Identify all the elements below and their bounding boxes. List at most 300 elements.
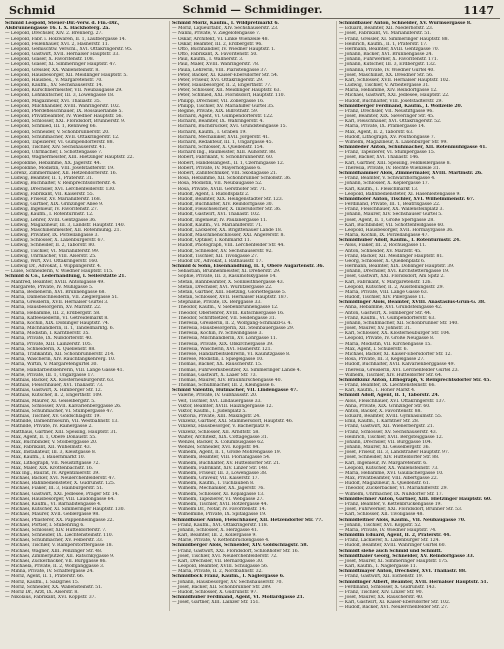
directory-entry: — Leopold, Glaser, XI. Simmeringer Hauptstr. 47. (5, 62, 117, 68)
directory-entry: — Michael, Bäcker, XVI. Neulerchenfelderstr. 47. (5, 476, 116, 482)
directory-entry: — Maria, Hausbesorgerin, XV. Märzstr. 22. (5, 305, 102, 311)
directory-entry: — Richard, Beamter, IX. Währingerstr. 4. (172, 119, 264, 125)
directory-entry: — Maria, Kaffeesiederin, VI. Getreidemarkt 8. (5, 315, 109, 321)
directory-entry: — Veit, Tischler, XVI. Lindauergasse 33. (172, 398, 262, 404)
directory-entry: Schmidlin Eduard, Agent, II. 2, Praterstr. 44. (339, 533, 451, 539)
directory-entry: — Ludwig, Beamter, II. 1, Praterstr. 31. (5, 176, 94, 182)
directory-entry: — Michael, Portier, I. Stubenring 6. (5, 522, 85, 528)
directory-entry: Schmidinger Albert, Beamter, XVII. Hernalser Hauptstr. 51. (339, 579, 489, 585)
directory-entry: — Ludwig, Drechsler, XVI. Lerchenfelderstr. 130. (5, 186, 116, 192)
directory-entry: — Theodor, Kaufm., V. Siebenbrunnengasse 12. (172, 305, 279, 311)
directory-entry: — Maria, Modistin, I. Kärntnerstr. 35. (5, 331, 90, 337)
directory-entry: — Anna, Private, XIX. Grinzinger Str. 60. (339, 403, 431, 409)
directory-entry: Schmidtmayer Anton, Drechsler, XVI. Thaliastr. 88. (339, 569, 467, 575)
directory-entry: — Eduard, Beamter, XII. Niederhofstr. 23. (339, 26, 434, 32)
directory-entry: — Johann, Kutscher, III. 3, Erdbergstr. 132. (339, 62, 437, 68)
directory-entry: — Leopold, Pferdefleischhauer, IX. Rossauerlände 5. (5, 108, 123, 114)
page-header (5, 4, 500, 19)
directory-entry: — Maria, Private, IX. Pramergasse 14. (339, 124, 426, 130)
directory-entry: — Theodor, Zuckerbäcker, VI. Mariahilferstr. 29. (339, 486, 448, 492)
directory-entry: — Heinrich, Kaufm., II. 1, Praterstr. 17. (339, 41, 428, 47)
directory-entry: — Moriz Dr., Arzt, IX. Alserstr. 8. (5, 589, 79, 595)
directory-entry: — Wilhelmine, Private, IX. Spitalgasse 19. (172, 512, 267, 518)
directory-entry: — Rudolf Dr., Advokat, I. Rathausstr. 17. (172, 258, 263, 264)
directory-entry: — Karl, Fleischhauer, XVI. Ottakringerstr. 52. (339, 119, 442, 125)
directory-entry: — Karl, Beamter, III. 2, Kollergasse 9. (172, 533, 257, 539)
directory-entry: — Rudolf, Fleischselcher, X. Inzersdorfer Str. 36. (172, 207, 282, 213)
directory-entry: — Karl, Schlosser, XVII. Hernalser Hauptstr. 102. (339, 77, 450, 83)
directory-entry: — Otto, Fabrikant, X. Favoritenstr. 50. (172, 52, 258, 58)
directory-entry: — Leopold, Kaufm., XV. Sechshauserstr. 14. (5, 83, 103, 89)
directory-entry: — Ludwig, Schneider, II. 2, Taborstr. 80. (5, 243, 96, 249)
directory-entry: — Luise, Schneiderin, V. Wiedner Hauptstr. 115. (5, 269, 114, 275)
directory-entry: — Mathilde, Private, IV. Rainergasse 2. (5, 424, 93, 430)
directory-entry: — Viktor, Beamter, XVIII. Haizingergasse 12. (172, 403, 273, 409)
directory-entry: — Wilhelm, Graveur, VII. Kaiserstr. 17. (172, 476, 259, 482)
directory-entry: — Maria, Private, II. 2, Nordbahnstr. 32. (172, 569, 263, 575)
directory-entry: — Ludwig, Privatier, IX. Porzellangasse 3. (5, 233, 99, 239)
directory-entry: — Stefan, Schlosser, XVII. Hernalser Hauptstr. 187. (172, 295, 288, 301)
directory-entry: — Ludwig, Schlosser, X. Laxenburgerstr. 67. (5, 238, 105, 244)
directory-entry: — Rudolf, Magazineur, X. Quellenstr. 61. (339, 481, 431, 487)
directory-entry: — Alois, Fiaker, III. 2, Rochusgasse 11. (339, 243, 427, 249)
directory-entry: Schmid Valentin, Hutmacher, VII. Lindengasse 47. (172, 388, 298, 394)
directory-entry: — Therese, Handarbeitslehrerin, VI. Kaunitzgasse 8. (172, 352, 291, 357)
directory-entry: — Matthäus, Gärtner, XIII. Speising, Hauptstr. 31. (5, 429, 118, 435)
directory-entry: — Therese, Modistin, I. Spiegelgasse 10. (172, 357, 264, 363)
directory-entry: — Maria, Bedienerin, XVI. Brunnengasse 68. (5, 289, 106, 295)
directory-entry: — Richard, Redakteur, III. 1, Ungargasse 45. (172, 139, 273, 145)
directory-entry: — Wilhelm, Tischler, XVII. Rötzergasse 44. (172, 501, 268, 507)
directory-entry: — Richard Ing., Baumeister, XIII. Auhofstr. 88. (172, 150, 277, 156)
directory-entry: — Rudolf, Lithograph, XV. Pouthongasse 7. (339, 134, 435, 140)
directory-entry: — Wilhelm Dr., Notar, IV. Favoritenstr. 14. (172, 507, 266, 513)
directory-entry: — Marie, Private, III. 1, Ungargasse 17. (5, 372, 95, 378)
directory-entry: — Peter, Friseur, XVI. Ottakringerstr. 29. (172, 77, 264, 83)
directory-entry: — Wilhelm, Beamter, VIII. Florianigasse 54. (172, 455, 271, 461)
directory-entry: — Rudolf, Lackierer, XX. Brigittenauer Lände 18. (172, 227, 283, 233)
directory-entry: — Michael, Kaufm., VI. Barnabitengasse 4. (5, 501, 102, 507)
directory-entry: — Johanna, Private, IV. Wiedner Gürtel 40. (339, 67, 435, 73)
directory-entry: — Thomas, Bäcker, XX. Rauscherstr. 15. (172, 362, 263, 368)
directory-entry: — Leopoldine, Modistin, VIII. Josefstädterstr. 19. (5, 165, 115, 171)
directory-entry: — Max Ing., Baurat, IV. Argentinierstr. 39. (5, 470, 100, 476)
directory-entry: — Ludwig Dr., Advokat, I. Wipplingerstr. 4. (5, 264, 102, 270)
directory-entry: — Robert, Private, IV. Mayerhofgasse 6. (172, 165, 262, 171)
directory-entry: — Leopold, Schmied, III. 1, Rennweg 66. (5, 124, 97, 130)
directory-entry: — Rosa, Modistin, VII. Neubaugasse 52. (172, 181, 263, 187)
directory-entry: — Karl, Drechsler, VII. Bernardgasse 30. (172, 558, 264, 564)
directory-entry: — Leopold, Hausbesorger, XII. Meidlinger Hauptstr. 5. (5, 72, 128, 78)
directory-entry: — Michael, Schlosser, XIV. Hütteldorferstr. 7. (5, 527, 107, 533)
directory-entry: — Paul, Maler, XVIII. Währingerstr. 78. (172, 62, 260, 68)
directory-entry: — Anna, Hebamme, XVI. Grundsteingasse 42. (339, 305, 443, 311)
directory-entry: — Mathias, Kutscher, II. 2, Engerthstr. 109. (5, 393, 103, 399)
directory-entry: — Maria, Private, IX. Nußdorferstr. 40. (5, 336, 93, 342)
directory-entry: — Marie, Private, V. Kettenbrückengasse 4. (172, 538, 270, 544)
directory-entry: — Maria, Private, VIII. Lange Gasse 63. (339, 289, 428, 295)
directory-entry: — Max, Agent, II. 2, Taborstr. 63. (339, 129, 414, 135)
directory-entry: — Leopold, Gastwirt, XVII. Hernalser Hauptstr. 33. (5, 52, 120, 58)
directory-entry: Alsbrunnengasse 16. I. X. Hackhoferg. 2a. (5, 26, 110, 32)
directory-entry: Schmidhuber Adolf, Kaufm., I. Rotenturmstr. 24. (339, 238, 461, 244)
directory-entry: — Leopoldine, Hebamme, XX. Jägerstr. 44. (5, 160, 101, 166)
directory-entry: — Margarete, Private, IV. Mühlgasse 5. (5, 284, 94, 290)
directory-entry: — Sophie, Private, III. 3, Rasumofskygasse 14. (172, 274, 277, 280)
directory-entry: — Franz, Lackierer, X. Laxenburger Str. 124. (339, 538, 440, 544)
directory-entry: — Stefan, Bahnbeamter, X. Sonnleithnergasse 43. (172, 279, 284, 285)
directory-entry: — Karl, Schlosser, XX. Klosterneuburger Str. 104. (339, 331, 451, 337)
directory-entry: — Karl, Gärtner, XIII. Speising, Feldkellergasse 8. (339, 160, 451, 166)
directory-entry: — Karl, Gastwirt, XI. Kaiser-Ebersdorfer Str. 102. (339, 600, 451, 606)
directory-entry: — Leopold, Wagnermeister, XIII. Hietzinger Hauptstr. 22. (5, 155, 134, 161)
directory-entry: — Thomas, Fuhrwerksbesitzer, XI. Simmeringer Lände 4. (172, 367, 301, 373)
directory-entry: — Maria, Wäscherin, XIV. Rauchfangkehrerg. 10. (5, 357, 116, 363)
directory-entry: — Ludwig, Magazineur, III. 3, Landstr. Hauptstr. 140. (5, 222, 125, 228)
directory-column-2 (169, 21, 333, 611)
directory-entry: — Peter, Schmied, XXI. Floridsdorf, Hauptstr. 110. (172, 93, 285, 99)
directory-columns (5, 21, 500, 611)
directory-entry: — Vinzenz, Hausbesorger, V. Bacherplatz 9. (172, 424, 270, 430)
directory-entry: — Rosa, Private, XVIII. Gersthofer Str. 71. (172, 186, 267, 192)
directory-entry: Schmidt siehe auch Schmid und Schmitt. (339, 548, 442, 554)
directory-entry: — Johann, Drechsler, XVI. Kirchstetterngasse 19. (339, 269, 450, 275)
directory-entry: Schmidbauer Anton, Schneider, XV. Wurmsergasse 8. (339, 21, 472, 26)
directory-entry: — Ludwig, Tischler, V. Arbeitergasse 31. (339, 83, 430, 89)
directory-entry: — Michael, Tischler, V. Ramperstorffergasse 18. (5, 543, 113, 549)
directory-entry: — Josef, Fabrikant, VI. Mariahilferstr. 51. (339, 31, 432, 37)
directory-entry: — Stephanie, Private, IX. Berggasse 33. (172, 300, 262, 306)
directory-entry: — Johann, Hausbesorger, XV. Sechshauserstr. 70. (172, 579, 283, 585)
directory-entry: — Leopold, Bahnbediensteter, XI. Hasenleitengasse 9. (339, 191, 461, 197)
directory-entry: — Sebastian, Brunnenmeister, XI. Dreherstr. 29. (172, 269, 281, 275)
directory-entry: — Wilhelm, Fabrikant, XIV. Linzer Str. 148. (172, 465, 269, 471)
directory-entry: — Otto, Buchhändler, IV. Wiedner Hauptstr. 1. (172, 46, 276, 52)
directory-entry: — Manfred, Beamter, XVIII. Antonigasse 49. (5, 279, 105, 285)
directory-entry: — Josef, Fuhrwerker, XXI. Floridsdorf, Brünner Str. 53. (339, 507, 463, 513)
directory-entry: — Max, Privatbeamter, VIII. Albertgasse 22. (339, 476, 438, 482)
directory-entry: — Franz, Kaufm., XVI. Ottakringerstr. 118. (172, 522, 269, 528)
directory-entry: Schmid Leopold, Steuer-Dir.-Verw. d. Fin.-Dir., (5, 21, 120, 26)
directory-entry: — Leopold, Kutscher, II. 2, Ausstellungsstr. 29. (339, 284, 444, 290)
directory-entry: Schmidlechner Anton, Gärtner, XIII. Hietzinger Hauptstr. 60. (339, 496, 492, 502)
directory-entry: — Maria, Hebamme, XIV. Reindorfgasse 12. (339, 88, 438, 94)
directory-entry: — Karl, Buchbinder, VII. Schottenfeldgasse 60. (339, 222, 445, 228)
directory-column-3 (336, 21, 500, 611)
directory-entry: — Karl, Kaufm., I. Fleischmarkt 13. (339, 186, 419, 192)
directory-entry: — Lorenz, Zimmermaler, XII. Hetzendorferstr. 16. (5, 170, 117, 176)
directory-entry: — Josef, Gastwirt, XXI. Floridsdorf, Am Spitz 2. (339, 274, 445, 280)
directory-entry: — Michael, Schneider, IX. Liechtensteinstr. 110. (5, 533, 113, 539)
directory-entry: — Rudolf, Tischler, XII. Tivoligasse 27. (172, 253, 259, 259)
directory-entry: — Mathilde, Damenfriseurin, VII. Westbahnstr. 13. (5, 419, 119, 425)
directory-entry: — Ferdinand, Private, III. 1, Beatrixgasse 22. (339, 202, 441, 208)
directory-entry: — Mathias, Schlosser, XVII. Kalvarienberggasse 26. (5, 403, 122, 409)
directory-entry: — Ludwig, Gärtner, XIX. Grinzinger Allee 9. (5, 202, 104, 208)
directory-entry: — Leopold, Schneider, V. Schönbrunnerstr. 20. (5, 129, 110, 135)
directory-entry: — Peter, Schlosser, XII. Meidlinger Hauptstr. 63. (172, 88, 281, 94)
directory-entry: — Josef, Gärtner, XIII. Lainzer Str. 151. (172, 600, 260, 606)
directory-entry: Schmidinger Alois, Beamter, XVIII. Anastasius-Grün-G. 38. (339, 300, 486, 306)
header-left-keyword: Schmid (9, 4, 56, 17)
directory-entry: Schmid & Co., Lederhandlung, I. Seilerstätte 21. (5, 274, 126, 280)
directory-entry: — Leopold, Kutscher, XX. Wallensteinstr. 73. (339, 465, 439, 471)
directory-entry: — Max, Maler, XIX. Krottenbachstr. 16. (5, 465, 94, 471)
directory-entry: — Theodor, Oberlehrer, XVIII. Kutschkergasse 16. (172, 310, 285, 316)
directory-entry: — Leopold, Glaser, X. Favoritenstr. 108. (5, 57, 94, 63)
directory-entry: — Max, Agent, II. 1, Obere Donaustr. 55. (5, 434, 97, 440)
directory-entry: — Robert, Zahntechniker, VIII. Skodagasse 21. (172, 170, 278, 176)
directory-entry: — Franz, Fleischhauer, XX. Wallensteinplatz 3. (339, 207, 444, 213)
directory-entry: — Walter, Architekt, XIX. Cottagegasse 31. (172, 434, 269, 440)
directory-entry: — Maria, Hebamme, III. 2, Erdbergstr. 58. (5, 310, 101, 316)
directory-entry: — Johann, Bäcker, XVI. Brunnengasse 24. (339, 52, 433, 58)
directory-entry: — Stefan, Drechsler, XVI. Wurlitzergasse 22. (172, 284, 273, 290)
directory-entry: — Max, Buchbinder, V. Stolberggasse 20. (5, 439, 98, 445)
directory-entry: — Ludwig, Buchhalter, V. Reinprechtsdorferstr. 4. (5, 181, 117, 187)
directory-entry: — Rudolf, Beamter, XVIII. Währinger Gürtel 60. (339, 543, 446, 549)
directory-entry: — Leopold, Private, IV. Große Neugasse 8. (339, 336, 435, 342)
page-number: 1147 (463, 4, 494, 17)
directory-entry: — Eduard, Beamter, XVIII. Gymnasiumstr. 55. (339, 414, 443, 420)
directory-column-1 (5, 21, 166, 611)
directory-entry: — Maria, Milchhändlerin, II. 1, Tandelmarktg. 6. (5, 326, 114, 332)
directory-entry: — Michael, Fiaker, III. 3, Hainburgerstr. 51. (5, 486, 104, 492)
directory-entry: — Ludwig, Friseur, XV. Mariahilferstr. 168. (5, 196, 101, 202)
directory-entry: — Rudolf, Tischler, XIV. Pillergasse 11. (339, 295, 426, 301)
directory-entry: — Peter, Hausbesorger, II. 2, Engerthstr. 77. (172, 83, 272, 89)
directory-entry: — Johann, Schuhmacher, XII. Schönbrunner Str. 140. (339, 320, 459, 326)
directory-entry: — Philipp, Drechsler, VII. Zollergasse 16. (172, 98, 265, 104)
directory-entry: — Richard, Kaufm., I. Graben 19. (172, 129, 247, 135)
directory-entry: — Philipp, Tischler, XV. Mariahilfer Gürtel 35. (172, 103, 275, 109)
directory-entry: Schmidhofer Anton, Tischler, XVI. Wilhelminenstr. 67. (339, 196, 475, 202)
directory-entry: Schmid Moriz, Kaufm., I. Wildpretmarkt 6. (172, 21, 279, 26)
directory-entry: — Leopold, Magazineur, XVI. Thaliastr. 35. (5, 98, 101, 104)
directory-entry: — Oskar, Architekt, VI. Linke Wienzeile 48. (172, 36, 269, 42)
directory-entry: Schmidleitner Alois, Kaufm., VII. Neubaugasse 70. (339, 517, 466, 523)
directory-entry: — Michael, Gastwirt, XXI. Jedlesee, Hauptstr. 22. (339, 93, 450, 99)
directory-entry: — Max, Fabrikant, XII. Wilhelmstr. 43. (5, 445, 92, 451)
directory-entry: — Rudolf, Bäcker, XVI. Neulerchenfelder Str. 27. (339, 605, 449, 611)
directory-entry: — Georg, Schlosser, X. Quellenplatz 6. (339, 258, 426, 264)
directory-entry: — Karl, Ingenieur, IV. Margaretenstr. 6. (339, 460, 428, 466)
directory-entry: — Mathias, Gastwirt, X. Himberger Str. 12. (5, 388, 103, 394)
directory-entry: — Josef, Agent, II. 1, Große Sperlgasse 28. (339, 217, 435, 223)
directory-entry: — Michael, Kutscher, XI. Simmeringer Hauptstr. 130. (5, 507, 125, 513)
directory-entry: — Maria, Köchin, IX. Porzellangasse 47. (339, 233, 429, 239)
directory-entry: — Nanni, Private, V. Ziegelofengasse 7. (172, 31, 261, 37)
directory-entry: Schmidbauer Anton, Fleischhauer, XII. Hetzendorfer Str. 77. (172, 517, 323, 523)
directory-entry: — Rudolf, Beamter, XIX. Heiligenstädter Str. 123. (172, 196, 283, 202)
directory-entry: — Robert, Handelsangest., II. 1, Czerningasse 12. (172, 160, 285, 166)
directory-entry: — Anton, Schneider, XV. Märzstr. 45. (339, 248, 422, 254)
directory-entry: — Moriz, Agent, II. 1, Praterstr. 66. (5, 574, 85, 580)
directory-entry: — Ludwig, Uhrmacher, VIII. Alserstr. 25. (5, 253, 97, 259)
directory-entry: — Franz, Gastwirt, XII. Eichenstr. 19. (339, 574, 423, 580)
directory-entry: — Viktor, Kaufm., I. Judenplatz 5. (172, 408, 247, 414)
directory-entry: — Leopold, Uhrmacher, I. Schottengasse 7. (5, 150, 103, 156)
directory-entry: — Rudolf, Schlosser, X. Gudrunstr. 97. (172, 589, 258, 595)
directory-entry: — Theodor, Schriftsetzer, VII. Seidengasse 31. (172, 315, 276, 321)
directory-entry: — Johann, Schlosser, X. Herzgasse 41. (172, 527, 259, 533)
directory-entry: — Theresia, Hausbesorgerin, XII. Steinbauergasse 29. (172, 326, 295, 332)
directory-entry: — Maria, Hebamme, XVI. Gaullachergasse 10. (339, 470, 444, 476)
directory-entry: — Josef, Maurer, XX. Rauscherstr. 40. (339, 595, 424, 601)
directory-entry: — Josef, Bäcker, XII. Schönbrunner Str. 289. (172, 584, 272, 590)
directory-entry: — Leopold, Lohnkutscher, III. 3, Löwengasse 18. (5, 93, 115, 99)
directory-entry: — Michael, Bahnbediensteter, X. Gudrunstr. 125. (5, 481, 116, 487)
directory-entry: — Josef, Maurer, XI. Simmeringer Hauptstr. 175. (339, 558, 449, 564)
directory-entry: — Theresia, Wäscherin, XVI. Hasnerstr. 121. (172, 346, 272, 352)
directory-entry: — Maria, Trafikantin, XII. Schönbrunnerstr. 214. (5, 352, 115, 357)
directory-entry: — Rudolf, Buchhalter, XIV. Reindorfgasse 30. (172, 202, 273, 208)
directory-entry: Schmidkunz Anton, Lithograph, V. Reinprechtsdorfer Str. 45. (339, 377, 491, 383)
directory-entry: — Franz, Greisler, XI. Simmeringer Hauptstr. 88. (339, 36, 449, 42)
directory-entry: — Leopold, Privatbeamter, IV. Wiedner Hauptstr. 56. (5, 114, 123, 120)
directory-entry: — Michael, Pflasterer, XX. Pappenheimgasse 22. (5, 517, 114, 523)
directory-entry: — Max, Lithograph, VII. Neustiftgasse 72. (5, 460, 100, 466)
directory-entry: — Wenzel, Bäcker, X. Columbusgasse 62. (172, 439, 265, 445)
directory-entry: — Wilhelm, Magazineur, X. Laxenburger Str. 99. (339, 139, 448, 145)
directory-entry: — Robert, Fabrikant, V. Schönbrunnerstr. 60. (172, 155, 274, 161)
directory-entry: — Franz, Gastwirt, XII. Wienerbergstr. 21. (339, 424, 435, 430)
directory-entry: — Theresia, Private, XIX. Obkirchergasse 39. (172, 341, 274, 347)
directory-entry: — Heinrich, Tischler, XVII. Bergsteiggasse 12. (339, 434, 443, 440)
directory-entry: Schmidberger Alois, Schneider, XIV. Goldschlagstr. 58. (172, 543, 308, 549)
directory-entry: — Franz, Beamter, IX. Liechtensteinstr. 66. (339, 383, 436, 389)
directory-entry: — Stefan, Gärtner, XIII. Hietzing, Gloriettegasse 5. (172, 289, 287, 295)
directory-entry: — Michael, Schuhmacher, XV. Felberstr. 33. (5, 538, 104, 544)
directory-entry: — Thomas, Maurer, XIV. Braunhirschengasse 40. (172, 377, 282, 383)
directory-entry: — Maria, Schneiderin, X. Quellenstr. 88. (5, 346, 96, 352)
directory-entry: — Leopold, Kürschnermeister, VII. Neubaugasse 29. (5, 88, 123, 94)
directory-entry: — Max, Installateur, III. 3, Kleistgasse 8. (5, 450, 97, 456)
directory-entry: — Franz, Beamter, V. Schwarzhorngasse 4. (339, 176, 436, 182)
directory-entry: — Wilhelm, Agent, II. 1, Große Mohrengasse 19. (172, 450, 281, 456)
directory-entry: — Josef, Tischler, XVI. Neulerchenfelderstr. 72. (172, 553, 278, 559)
directory-entry: — Peter, Bäcker, XI. Kaiser-Ebersdorfer Str. 54. (172, 72, 279, 78)
directory-entry: — Karl, Fabrikant, V. Margaretenstr. 126. (339, 279, 432, 285)
directory-entry: — Theresia, Greislerin, II. 2, Wolfgang-Schmälzl-G. 4. (172, 320, 292, 326)
header-center-range: Schmid — Schmidinger. (182, 4, 323, 16)
directory-entry: — Wilhelm, Mechaniker, XX. Jägerstr. 76. (172, 486, 265, 492)
directory-entry: — Franz, Schlosser, XV. Sechshauserstr. 43. (339, 429, 437, 435)
directory-entry: — Vinzenz, Schlosser, XII. Arndtstr. 58. (172, 429, 260, 435)
directory-entry: — Theresia, Private, IV. Rechte Wienzeile 31. (339, 165, 440, 171)
directory-entry: — Paul, Kaufm., I. Wallnerstr. 3. (172, 57, 244, 63)
directory-entry: — Ludwig, Wirt, XVI. Ottakringerstr. 160. (5, 258, 99, 264)
directory-entry: — Rudolf, Ingenieur, IV. Paulanergasse 11. (172, 217, 268, 223)
directory-entry: — Leopold, Fabr. i. Holzwaren, II. 1, Laufbergasse 14. (5, 36, 126, 42)
directory-entry: — Ludwig, Lehrer, XVIII. Gentzgasse 36. (5, 217, 97, 223)
directory-entry: — Mathias, Bäcker, XX. Klosterneuburgerstr. 63. (5, 377, 115, 383)
directory-entry: Schmidböck Franz, Kaufm., I. Naglergasse 6. (172, 574, 285, 580)
directory-entry: — Anton, Bäcker, X. Favoritenstr. 88. (339, 408, 422, 414)
directory-entry: — Johann, Tischler, XVI. Koppstr. 52. (339, 522, 422, 528)
directory-entry: — Johann, Maurer, XIV. Sechshauser Gürtel 5. (339, 212, 443, 218)
directory-entry: — Josef, Schneider, XIV. Hütteldorfer Str. 88. (339, 455, 440, 461)
directory-entry: — Theresia, Köchin, IV. Schwindgasse 3. (172, 331, 263, 337)
directory-entry: — Maria, Wirtin, V. Margaretengürtel 30. (5, 362, 98, 368)
directory-entry: — Anton, Gastwirt, X. Himberger Str. 44. (339, 310, 432, 316)
directory-entry: — Johann, Schlosser, X. Keplergasse 17. (339, 181, 429, 187)
directory-entry: — Leopold, Tapezierer, VI. Gumpendorferstr. 88. (5, 139, 114, 145)
directory-entry: — Ludwig, Maschinenmeister, XII. Rotenmühlg. 21. (5, 227, 121, 233)
directory-entry: — Franz, Drechsler, VII. Neustiftgasse 96. (339, 108, 434, 114)
directory-entry: — Wilhelm, Tapezierer, VI. Webgasse 27. (172, 496, 264, 502)
directory-entry: — Rudolf, Optiker, I. Kohlmarkt 11. (172, 238, 251, 244)
directory-entry: — Franz, Beamter, V. Kettenbrückengasse 19. (339, 501, 442, 507)
directory-entry: — Johann, Drechsler, VII. Burggasse 104. (339, 439, 432, 445)
directory-entry: — Wilhelm, Tischler, XIV. Hütteldorfer Str. 64. (339, 372, 443, 378)
directory-entry: Schmidthaler Georg, Schneider, XV. Reindorfgasse 33. (339, 553, 475, 559)
directory-entry: — Michael, Gastwirt, XXI. Jedlesee, Prager Str. 14. (5, 491, 119, 497)
directory-entry: — Leopold, Tischler, XIV. Sechshauserstr. 41. (5, 145, 107, 151)
directory-entry: — Mathias, Fleischhauer, XVI. Thaliastr. 73. (5, 383, 104, 389)
directory-entry: — Josef, Maschinist, XX. Dresdner Str. 56. (339, 72, 434, 78)
directory-entry: Schmideder Anton, Schuhmacher, XII. Rotenmühlgasse 41. (339, 145, 487, 151)
directory-entry: — Max, Agent, I. Schulerstr. 6. (339, 346, 408, 352)
directory-entry: — Wilhelm, Friseur, III. 3, Löwengasse 38. (172, 470, 268, 476)
directory-entry: — Rudolf, Photograph, VIII. Lerchenfelder Str. 44. (172, 243, 285, 249)
directory-entry: — Alois, Fleischhauer, XVI. Ottakringerstr. 137. (339, 398, 446, 404)
directory-entry: — Vinzenz, Gärtner, XXI. Stammersdorf, Hauptstr. 46. (172, 419, 294, 425)
directory-entry: — Franz, Bäcker, XII. Meidlinger Hauptstr. 81. (339, 253, 444, 259)
directory-entry: — Josef, Bäcker, XVI. Thaliastr. 146. (339, 155, 420, 161)
directory-entry: — Paula, Lehrerin, VIII. Piaristengasse 37. (172, 67, 268, 73)
directory-entry: — Richard, Schlosser, X. Quellenstr. 154. (172, 145, 264, 151)
directory-entry: Schmidberger Ferdinand, Kaufm., I. Wollzeile 20. (339, 103, 463, 109)
directory-entry: — Ludwig, Tischler, VI. Mariahilferstr. 99. (5, 248, 100, 254)
directory-entry: Schmidhammer Alois, Zimmermaler, XVIII. Martinstr. 26. (339, 170, 483, 176)
directory-entry: — Leopold, Hausbes., V. Margaretenstr. 70. (5, 77, 103, 83)
directory-entry: — Max, Kaufm., I. Bauernmarkt 10. (5, 455, 85, 461)
directory-entry: — Michael, Hausbesorger, VIII. Laudongasse 64. (5, 496, 115, 502)
directory-entry: — Rudolf, Gastwirt, XVI. Thaliastr. 102. (172, 212, 261, 218)
directory-entry: — Leopold, Gemischtw. Verschl., XVI. Ottakringerstr. 95. (5, 46, 133, 52)
directory-entry: — Maria, Köchin, XIX. Döblinger Hauptstr. 74. (5, 320, 110, 326)
directory-entry: — Michael, Zuckerbäcker, VII. Burggasse 86. (5, 558, 107, 564)
directory-entry: — Rosa, Hebamme, XII. Schönbrunner Schloßstr. 36. (172, 176, 292, 182)
directory-entry: — Hermann, Beamter, XIX. Döblinger Hauptstr. 39. (339, 264, 455, 270)
directory-entry: — Wilhelm, Uhrmacher, IX. Nußdorfer Str. 17. (339, 491, 443, 497)
directory-entry: — Leopold, Milchhändler, XVIII. Währingerstr. 102. (5, 103, 121, 109)
directory-entry: — Thomas, Gastwirt, X. Laaer Str. 73. (172, 372, 257, 378)
directory-entry: — Theresia, Milchhändlerin, XV. Löhrgasse 11. (172, 336, 278, 342)
directory-entry: — Marie, Handarbeitslehrerin, VIII. Lange Gasse 41. (5, 367, 124, 373)
directory-entry: — Rudolf, Buchhalter, VIII. Josefstädterstr. 29. (339, 98, 443, 104)
directory-entry: — Michaela, Private, II. 2, Wolfganggasse 3. (5, 564, 105, 570)
directory-entry: — Maria, Greislerin, XVII. Hernalser Gürtel 3. (5, 300, 109, 306)
directory-entry: — Moriz, Schneider, XX. Wallensteinstr. 51. (5, 584, 103, 590)
directory-entry: — Viktoria, Private, XIII. Maxingstr. 24. (172, 414, 261, 420)
directory-entry: — Thomas, Schuhmacher, III. 2, Kleingasse 6. (172, 383, 275, 389)
directory-entry: — Josef, Beamter, XIX. Sieveringer Str. 45. (339, 114, 435, 120)
directory-entry: — Leopold, Feilenhauer, XVI. 2, Hasnerstr. 11. (5, 41, 109, 47)
directory-entry: — Karl, Kaufm., I. Naglergasse 11. (339, 564, 417, 570)
directory-entry: — Hermann, Beamter, XVIII. Gentzgasse 70. (339, 46, 439, 52)
directory-entry: — Karl, Kaufm., I. Hoher Markt 4. (339, 388, 416, 394)
directory-entry: — Michael, Maurer, XVII. Geblergasse 98. (5, 512, 100, 518)
directory-entry: — Franz, Tischler, XIV. Linzer Str. 90. (339, 589, 423, 595)
directory-entry: — Theresia, Greislerin, XVI. Lerchenfelder Gürtel 23. (339, 367, 459, 373)
directory-entry: — Leopold, Schuhmacher, XVII. Ottakringerstr. 12. (5, 134, 120, 140)
directory-entry: — Rudolf, Agent, I. Rudolfsplatz 2. (172, 191, 250, 197)
directory-entry: — Valerie, Private, IV. Gußhausstr. 20. (172, 393, 258, 399)
directory-entry: — Regine, Private, XIX. Billrothstr. 59. (172, 108, 259, 114)
directory-entry: — Leopold, Drechsler, XIV. 2. Brennerg. 27. (5, 31, 103, 37)
